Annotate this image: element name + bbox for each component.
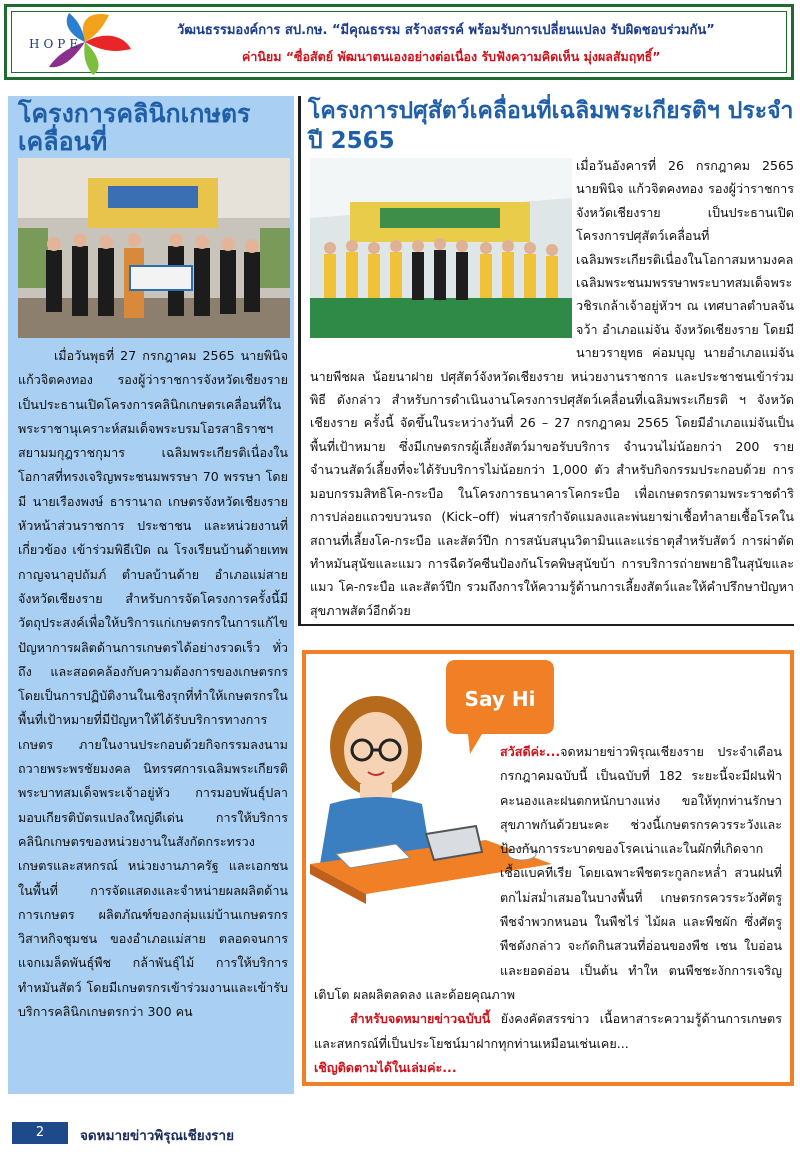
- right-article-body: เมื่อวันอังคารที่ 26 กรกฎาคม 2565 นายพินิจ แก้วจิตคงทอง รองผู้ว่าราชการจังหวัดเชียงราย เป็นประธานเปิดโครงการปศุสัตว์เคลื่อนที่เฉลิมพระเกียรติเนื่องในโอกาสมหามงคลเฉลิมพระชนมพรรษาพระบาทสมเด็จพระวชิรเกล้าเจ้าอยู่หัวฯ ณ เทศบาลตำบลจันจว้า อำเภอแม่จัน จังหวัดเชียงราย โดยมี นายวรายุทธ ค่อมบุญ นายอำเภอแม่จัน นายพีชผล น้อยนาฝาย ปศุสัตว์จังหวัดเชียงราย หน่วยงานราชการ และประชาชนเข้าร่วมพิธี ดังกล่าว สำหรับการดำเนินงานโครงการปศุสัตว์เคลื่อนที่เฉลิมพระเกียรติ ฯ จังหวัดเชียงราย ครั้งนี้ จัดขึ้นในระหว่างวันที่ 26 – 27 กรกฎาคม 2565 โดยมีอำเภอแม่จันเป็นพื้นที่เป้าหมาย ซึ่งมีเกษตรกรผู้เลี้ยงสัตว์มาขอรับบริการ จำนวนไม่น้อยกว่า 200 ราย จำนวนสัตว์เลี้ยงที่จะได้รับบริการไม่น้อยกว่า 1,000 ตัว สำหรับกิจกรรมประกอบด้วย การมอบกรรมสิทธิโค-กระบือ ในโครงการธนาคารโคกระบือ เพื่อเกษตรกรตามพระราชดำริ การปล่อยแถวขบวนรถ (Kick–off) พ่นสารกำจัดแมลงและพ่นยาฆ่าเชื้อทำลายเชื้อโรคในสถานที่เลี้ยงโค-กระบือ และสัตว์ปีก การสนับสนุนวิตามินและแร่ธาตุสำหรับสัตว์ การผ่าตัดทำหมันสุนัขและแมว การฉีดวัคซีนป้องกันโรคพิษสุนัขบ้า การบริการถ่ายพยาธิในสุนัขและแมว โค-กระบือ และสัตว์ปีก รวมถึงการให้ความรู้ด้านการเลี้ยงสัตว์และให้คำปรึกษาปัญหาสุขภาพสัตว์อีกด้วย: [310, 158, 794, 618]
- publication-name: จดหมายข่าวพิรุณเชียงราย: [80, 1128, 235, 1144]
- article-bottom-rule: [298, 624, 794, 626]
- say-hi-text: [314, 740, 782, 1080]
- illustration-spacer: [314, 740, 500, 962]
- say-hi-paragraph-1: จดหมายข่าวพิรุณเชียงราย ประจำเดือนกรกฎาคมฉบับนี้ เป็นฉบับที่ 182 ระยะนี้จะมีฝนฟ้าคะนองและฝนตกหนักบางแห่ง ขอให้ทุกท่านรักษาสุขภาพกันด้วยนะคะ ช่วงนี้เกษตรกรควรระวังและป้องกันการระบาดของโรคเน่าและในผักที่เกิดจากเชื้อแบคทีเรีย โดยเฉพาะพืชตระกูลกะหล่ำ สวนฝนที่ตกไม่สม่ำเสมอในบางพื้นที่ เกษตรกรควรระวังศัตรูพืชจำพวกหนอน ในพืชไร่ ไม้ผล และพืชผัก ซึ่งศัตรูพืชดังกล่าว จะกัดกินสวนที่อ่อนของพืช เชน ใบอ่อน และยอดอ่อน เป็นต้น ทำให ตนพืชชะงักการเจริญเติบโต ผลผลิตลดลง และด้อยคุณภาพ: [314, 744, 782, 1002]
- column-divider: [298, 96, 301, 626]
- left-article-title: โครงการคลินิกเกษตรเคลื่อนที่: [18, 99, 251, 156]
- values-line: ค่านิยม “ซื่อสัตย์ พัฒนาตนเองอย่างต่อเนื่อง รับฟังความคิดเห็น มุ่งผลสัมฤทธิ์”: [242, 49, 661, 64]
- right-article-title: โครงการปศุสัตว์เคลื่อนที่เฉลิมพระเกียรติฯ ประจำปี 2565: [308, 98, 794, 154]
- livestock-project-photo: [310, 158, 572, 338]
- closing-line: เชิญติดตามได้ในเล่มค่ะ...: [314, 1059, 457, 1075]
- left-article-body: เมื่อวันพุธที่ 27 กรกฎาคม 2565 นายพินิจ แก้วจิตคงทอง รองผู้ว่าราชการจังหวัดเชียงราย เป็นประธานเปิดโครงการคลินิกเกษตรเคลื่อนที่ในพระราชานุเคราะห์สมเด็จพระบรมโอรสาธิราชฯ สยามมกุฎราชกุมาร เฉลิมพระเกียรติเนื่องในโอกาสที่ทรงเจริญพระชนมพรรษา 70 พรรษา โดยมี นายเรืองพงษ์ ธารานาถ เกษตรจังหวัดเชียงราย หัวหน้าส่วนราชการ ประชาชน และหน่วยงานที่เกี่ยวข้อง เข้าร่วมพิธีเปิด ณ โรงเรียนบ้านด้ายเทพกาญจนาอุปถัมภ์ ตำบลบ้านด้าย อำเภอแม่สาย จังหวัดเชียงราย สำหรับการจัดโครงการครั้งนี้มีวัตถุประสงค์เพื่อให้บริการแก่เกษตรกรในการแก้ไขปัญหาการผลิตด้านการเกษตรได้อย่างรวดเร็ว ทั่วถึง และสอดคล้องกับความต้องการของเกษตรกร โดยเป็นการปฏิบัติงานในเชิงรุกที่ทำให้เกษตรกรในพื้นที่เป้าหมายที่มีปัญหาให้ได้รับบริการทางการเกษตร ภายในงานประกอบด้วยกิจกรรมลงนามถวายพระพรชัยมงคล นิทรรศการเฉลิมพระเกียรติพระบาทสมเด็จพระเจ้าอยู่หัว การมอบพันธุ์ปลา มอบเกียรติบัตรแปลงใหญ่ดีเด่น การให้บริการคลินิกเกษตรของหน่วยงานในสังกัดกระทรวงเกษตรและสหกรณ์ หน่วยงานภาครัฐ และเอกชนในพื้นที่ การจัดแสดงและจำหน่ายผลผลิตด้านการเกษตร ผลิตภัณฑ์ของกลุ่มแม่บ้านเกษตรกร วิสาหกิจชุมชน ของอำเภอแม่สาย ตลอดจนการแจกเมล็ดพันธุ์พืช กล้าพันธุ์ไม้ การให้บริการทำหมันสัตว์ โดยมีเกษตรกรเข้าร่วมงานและเข้ารับบริการคลินิกเกษตรกว่า 300 คน: [18, 348, 288, 1020]
- say-hi-paragraph-2: ยังคงคัดสรรข่าว เนื้อหาสาระความรู้ด้านการเกษตรและสหกรณ์ที่เป็นประโยชน์มาฝากทุกท่านเหมือนเช่นเคย...: [314, 1011, 782, 1051]
- say-hi-box: [302, 650, 794, 1086]
- logo-wordmark: HOPE: [29, 37, 83, 51]
- organization-culture-line: วัฒนธรรมองค์การ สป.กษ. “มีคุณธรรม สร้างสรรค์ พร้อมรับการเปลี่ยนแปลง รับผิดชอบร่วมกัน”: [177, 23, 715, 38]
- masthead: [4, 4, 794, 80]
- say-hi-label: Say Hi: [464, 687, 536, 711]
- greeting: สวัสดีค่ะ...: [500, 744, 561, 759]
- page-number: 2: [12, 1122, 68, 1144]
- left-article-panel: [8, 96, 294, 1094]
- agricultural-clinic-photo: [18, 158, 290, 338]
- issue-lead: สำหรับจดหมายข่าวฉบับนี้: [350, 1011, 491, 1027]
- page-footer: [0, 1120, 800, 1150]
